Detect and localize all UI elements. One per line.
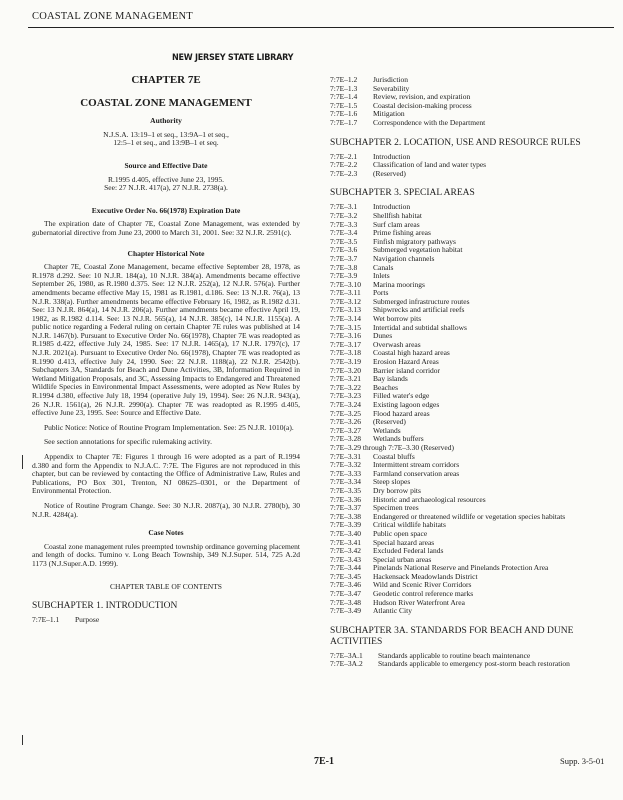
toc-entry-title: Introduction xyxy=(373,202,411,212)
toc-entry-title: Classification of land and water types xyxy=(373,160,487,170)
chapter-number: CHAPTER 7E xyxy=(131,74,201,86)
toc-entry-number: 7:7E–3.31 xyxy=(330,451,362,461)
toc-entry-number: 7:7E–3.25 xyxy=(330,408,362,418)
toc-entry-title: Wild and Scenic River Corridors xyxy=(373,580,472,590)
subchapter-3a-list xyxy=(330,652,614,669)
toc-entry-title: Ports xyxy=(373,288,389,298)
toc-entry-number: 7:7E–3.42 xyxy=(330,546,362,556)
toc-entry-number: 7:7E–3A.1 xyxy=(330,650,363,660)
toc-entry-title: Pinelands National Reserve and Pinelands Protection Area xyxy=(373,563,549,573)
toc-entry-number: 7:7E–3.36 xyxy=(330,494,362,504)
toc-entry xyxy=(330,170,614,179)
toc-entry-number: 7:7E–3.44 xyxy=(330,563,362,573)
toc-entry-number: 7:7E–3.7 xyxy=(330,253,358,263)
toc-entry-title: Excluded Federal lands xyxy=(373,546,444,556)
toc-entry-number: 7:7E–3.1 xyxy=(330,202,358,212)
toc-entry-title: Correspondence with the Department xyxy=(373,117,486,127)
toc-entry xyxy=(330,607,614,616)
toc-entry-title: Submerged infrastructure routes xyxy=(373,296,470,306)
case-notes-heading: Case Notes xyxy=(148,528,184,538)
appendix-text: Appendix to Chapter 7E: Figures 1 through 16 were adopted as a part of R.1994 d.380 and form the Appendix to N.J.A.C. 7:7E. The Figures are not reproduced in this chapter, but can be reviewed by contacting the Office of Administrative Law, Rules and Publications, PO Box 301, Trenton, NJ 08625–0301, or the Department of Environmental Protection. xyxy=(32,452,300,496)
toc-entry-title: Flood hazard areas xyxy=(373,408,430,418)
toc-entry-title: Public open space xyxy=(373,528,428,538)
subchapter-1-heading: SUBCHAPTER 1. INTRODUCTION xyxy=(32,601,178,612)
toc-entry-title: Introduction xyxy=(373,151,411,161)
toc-entry xyxy=(330,119,614,128)
toc-entry xyxy=(32,616,300,625)
toc-entry-number: 7:7E–3.14 xyxy=(330,314,362,324)
toc-entry-title: Geodetic control reference marks xyxy=(373,589,474,599)
toc-entry-number: 7:7E–3.9 xyxy=(330,271,358,281)
authority-line: 12:5–1 et seq., and 13:9B–1 et seq. xyxy=(113,138,219,148)
toc-entry-number: 7:7E–3.41 xyxy=(330,537,362,547)
source-text xyxy=(32,176,300,193)
toc-entry-number: 7:7E–3.48 xyxy=(330,597,362,607)
toc-entry-number: 7:7E–1.5 xyxy=(330,100,358,110)
toc-entry-title: Finfish migratory pathways xyxy=(373,236,456,246)
toc-entry-title: Marina moorings xyxy=(373,279,425,289)
toc-entry-number: 7:7E–3.22 xyxy=(330,382,362,392)
toc-entry-number: 7:7E–1.1 xyxy=(32,615,60,625)
toc-entry-number: 7:7E–3.49 xyxy=(330,606,362,616)
toc-entry-number: 7:7E–3.38 xyxy=(330,511,362,521)
toc-entry-title: Historic and archaeological resources xyxy=(373,494,486,504)
toc-entry-title: Hackensack Meadowlands District xyxy=(373,571,478,581)
toc-entry-title: Coastal bluffs xyxy=(373,451,415,461)
toc-entry-number: 7:7E–1.6 xyxy=(330,109,358,119)
exec-order-heading: Executive Order No. 66(1978) Expiration Date xyxy=(91,205,241,215)
toc-entry-title: Standards applicable to emergency post-storm beach restoration xyxy=(378,659,570,669)
toc-entry-number: 7:7E–3.19 xyxy=(330,357,362,367)
chapter-title: COASTAL ZONE MANAGEMENT xyxy=(80,96,252,109)
library-stamp: NEW JERSEY STATE LIBRARY xyxy=(172,53,294,63)
toc-entry-title: Jurisdiction xyxy=(373,75,408,84)
toc-entry-title: Atlantic City xyxy=(373,606,412,616)
toc-entry-title: Surf clam areas xyxy=(373,219,420,229)
toc-entry-number: 7:7E–3.27 xyxy=(330,425,362,435)
see-annotations: See section annotations for specific rulemaking activity. xyxy=(44,437,213,447)
toc-entry-title: Special urban areas xyxy=(373,554,432,564)
toc-entry-title: Bay islands xyxy=(373,374,408,384)
toc-entry-number: 7:7E–3.37 xyxy=(330,503,362,513)
toc-entry-number: 7:7E–3.35 xyxy=(330,485,362,495)
toc-entry-title: (Reserved) xyxy=(373,417,406,427)
toc-entry-number: 7:7E–3.15 xyxy=(330,322,362,332)
running-head: COASTAL ZONE MANAGEMENT xyxy=(32,11,193,22)
authority-heading: Authority xyxy=(150,116,182,126)
toc-entry-number: 7:7E–3.5 xyxy=(330,236,358,246)
toc-entry-number: 7:7E–3.16 xyxy=(330,331,362,341)
toc-entry-number: 7:7E–3.26 xyxy=(330,417,362,427)
toc-entry-number: 7:7E–3.32 xyxy=(330,460,362,470)
toc-entry-number: 7:7E–3.46 xyxy=(330,580,362,590)
toc-entry-number: 7:7E–3.2 xyxy=(330,210,358,220)
toc-entry-number: 7:7E–1.7 xyxy=(330,117,358,127)
toc-heading: CHAPTER TABLE OF CONTENTS xyxy=(110,581,222,591)
toc-entry-number: 7:7E–3.13 xyxy=(330,305,362,315)
toc-entry-number: 7:7E–3.12 xyxy=(330,296,362,306)
toc-entry-title: Review, revision, and expiration xyxy=(373,92,471,102)
subchapter-2-list xyxy=(330,153,614,179)
toc-entry-title: Erosion Hazard Areas xyxy=(373,357,439,367)
subchapter-3-list-continued xyxy=(330,453,614,616)
toc-entry xyxy=(330,660,614,669)
toc-entry-title: Special hazard areas xyxy=(373,537,435,547)
source-heading: Source and Effective Date xyxy=(124,160,208,170)
toc-entry-title: Severability xyxy=(373,83,410,93)
margin-mark xyxy=(22,735,23,745)
historical-note-text: Chapter 7E, Coastal Zone Management, became effective September 28, 1978, as R.1978 d.292. See: 10 N.J.R. 184(a), 10 N.J.R. 384(a). Amendments became effective September 26, 1980, as R.1980 d.375. See: 12 N.J.R. 252(a), 12 N.J.R. 576(a). Further amendments became effective May 15, 1981 as R.1981, d.186. See: 13 N.J.R. 76(a), 13 N.J.R. 338(a). Further amendments became effective February 16, 1982, as R.1982 d.31. See: 13 N.J.R. 864(a), 14 N.J.R. 206(a). Further amendments became effective April 19, 1982, as R.1982 d.114. See: 13 N.J.R. 565(a), 14 N.J.R. 385(c), 14 N.J.R. 1155(a). A public notice regarding a Federal ruling on certain Chapter 7E rules was published at 14 N.J.R. 1467(b). Pursuant to Executive Order No. 66(1978), Chapter 7E was readopted as R.1985 d.422, effective July 24, 1985. See: 17 N.J.R. 1465(a), 17 N.J.R. 1797(c), 17 N.J.R. 2021(a). Pursuant to Executive Order No. 66(1978), Chapter 7E was readopted as R.1990 d.413, effective July 24, 1990. See: 22 N.J.R. 1188(a), 22 N.J.R. 2542(b). Subchapters 3A, Standards for Beach and Dune Activities, 3B, Information Required in Wetland Mitigation Proposals, and 3C, Assessing Impacts to Endangered and Threatened Wildlife Species in Environmental Impact Assessments, were adopted as New Rules by R.1994 d.380, effective July 18, 1994 (operative July 19, 1994). See: 26 N.J.R. 943(a), 26 N.J.R. 1561(a), 26 N.J.R. 2990(a). Chapter 7E was readopted as R.1995 d.405, effective June 23, 1995. See: Source and Effective Date. xyxy=(32,262,300,418)
toc-entry-number: 7:7E–3.24 xyxy=(330,400,362,409)
toc-entry-number: 7:7E–3.45 xyxy=(330,571,362,581)
toc-entry-title: Canals xyxy=(373,262,394,272)
toc-entry-number: 7:7E–3.34 xyxy=(330,477,362,487)
toc-entry-number: 7:7E–3.3 xyxy=(330,219,358,229)
toc-entry-title: Prime fishing areas xyxy=(373,228,431,238)
toc-entry-number: 7:7E–3.33 xyxy=(330,468,362,478)
toc-entry-title: Coastal high hazard areas xyxy=(373,348,450,358)
toc-entry-title: Filled water's edge xyxy=(373,391,430,401)
subchapter-3a-heading: SUBCHAPTER 3A. STANDARDS FOR BEACH AND DUNE ACTIVITIES xyxy=(330,625,574,647)
toc-entry-number: 7:7E–1.3 xyxy=(330,83,358,93)
right-column xyxy=(330,76,614,669)
toc-entry-number: 7:7E–3.21 xyxy=(330,374,362,384)
toc-entry-title: Intermittent stream corridors xyxy=(373,460,460,470)
toc-entry-title: Overwash areas xyxy=(373,339,421,349)
toc-entry-number: 7:7E–3.18 xyxy=(330,348,362,358)
toc-entry-number: 7:7E–3.39 xyxy=(330,520,362,530)
toc-entry-title: Inlets xyxy=(373,271,390,281)
toc-entry-title: Wetlands xyxy=(373,425,401,435)
header-rule xyxy=(28,27,614,28)
toc-entry-title: Beaches xyxy=(373,382,398,392)
toc-entry-title: Hudson River Waterfront Area xyxy=(373,597,465,607)
toc-entry-number: 7:7E–2.1 xyxy=(330,151,358,161)
toc-entry-number: 7:7E–3.10 xyxy=(330,279,362,289)
toc-entry-number: 7:7E–3.43 xyxy=(330,554,362,564)
toc-entry-title: Wet borrow pits xyxy=(373,314,422,324)
toc-entry-number: 7:7E–3.20 xyxy=(330,365,362,375)
toc-entry-number: 7:7E–3.28 xyxy=(330,434,362,444)
subchapter-1-continued xyxy=(330,76,614,128)
toc-entry-number: 7:7E–3.17 xyxy=(330,339,362,349)
case-notes-text: Coastal zone management rules preempted township ordinance governing placement and length of docks. Tumino v. Long Beach Township, 349 N.J.Super. 514, 725 A.2d 1173 (N.J.Super.A.D. 1999). xyxy=(32,541,300,568)
toc-entry-number: 7:7E–1.4 xyxy=(330,92,358,102)
toc-entry-title: Specimen trees xyxy=(373,503,419,513)
toc-entry-number: 7:7E–3.4 xyxy=(330,228,358,238)
toc-entry-title: Coastal decision-making process xyxy=(373,100,472,110)
supplement-date: Supp. 3-5-01 xyxy=(560,756,605,766)
authority-text xyxy=(32,131,300,148)
source-line: R.1995 d.405, effective June 23, 1995. xyxy=(107,174,225,184)
toc-entry-number: 7:7E–3.23 xyxy=(330,391,362,401)
exec-order-text: The expiration date of Chapter 7E, Coastal Zone Management, was extended by gubernatorial directive from June 23, 2000 to March 31, 2001. See: 32 N.J.R. 2591(c). xyxy=(32,219,300,237)
toc-entry-number: 7:7E–3.6 xyxy=(330,245,358,255)
authority-line: N.J.S.A. 13:19–1 et seq., 13:9A–1 et seq., xyxy=(103,129,229,139)
toc-entry-title: Shipwrecks and artificial reefs xyxy=(373,305,465,315)
toc-entry-number: 7:7E–2.2 xyxy=(330,160,358,170)
toc-entry-number: 7:7E–3.47 xyxy=(330,589,362,599)
toc-entry-number: 7:7E–3.11 xyxy=(330,288,361,298)
toc-entry-title: Barrier island corridor xyxy=(373,365,441,375)
reserved-range: 7:7E–3.29 through 7:7E–3.30 (Reserved) xyxy=(330,442,454,452)
subchapter-3-list xyxy=(330,203,614,444)
toc-entry-title: Standards applicable to routine beach maintenance xyxy=(378,650,531,660)
toc-entry-title: Critical wildlife habitats xyxy=(373,520,446,530)
historical-note-heading: Chapter Historical Note xyxy=(127,248,205,258)
toc-entry-title: Dunes xyxy=(373,331,393,341)
toc-entry-title: Dry borrow pits xyxy=(373,485,421,495)
toc-entry-number: 7:7E–2.3 xyxy=(330,168,358,178)
toc-entry-title: Farmland conservation areas xyxy=(373,468,460,478)
toc-entry-title: Shellfish habitat xyxy=(373,210,422,220)
page-number: 7E-1 xyxy=(314,756,334,767)
toc-entry-title: Intertidal and subtidal shallows xyxy=(373,322,467,332)
toc-entry-number: 7:7E–1.2 xyxy=(330,75,358,84)
subchapter-3-heading: SUBCHAPTER 3. SPECIAL AREAS xyxy=(330,188,475,199)
toc-entry-title: Endangered or threatened wildlife or vegetation species habitats xyxy=(373,511,566,521)
toc-entry-number: 7:7E–3.8 xyxy=(330,262,358,272)
toc-entry-number: 7:7E–3A.2 xyxy=(330,659,363,669)
toc-entry-number: 7:7E–3.40 xyxy=(330,528,362,538)
toc-entry-title: Mitigation xyxy=(373,109,405,119)
toc-entry-title: Purpose xyxy=(75,615,100,625)
margin-mark xyxy=(22,455,23,469)
toc-entry-title: Wetlands buffers xyxy=(373,434,424,444)
toc-entry-title: (Reserved) xyxy=(373,168,406,178)
toc-entry-title: Submerged vegetation habitat xyxy=(373,245,463,255)
toc-entry-title: Navigation channels xyxy=(373,253,435,263)
toc-entry-title: Steep slopes xyxy=(373,477,411,487)
toc-entry-title: Existing lagoon edges xyxy=(373,400,440,409)
source-line: See: 27 N.J.R. 417(a), 27 N.J.R. 2738(a). xyxy=(104,183,228,193)
left-column xyxy=(32,76,300,625)
routine-change: Notice of Routine Program Change. See: 30 N.J.R. 2087(a), 30 N.J.R. 2780(b), 30 N.J.R. 4284(a). xyxy=(32,500,300,519)
subchapter-2-heading: SUBCHAPTER 2. LOCATION, USE AND RESOURCE RULES xyxy=(330,137,581,148)
public-notice: Public Notice: Notice of Routine Program Implementation. See: 25 N.J.R. 1010(a). xyxy=(44,422,294,432)
